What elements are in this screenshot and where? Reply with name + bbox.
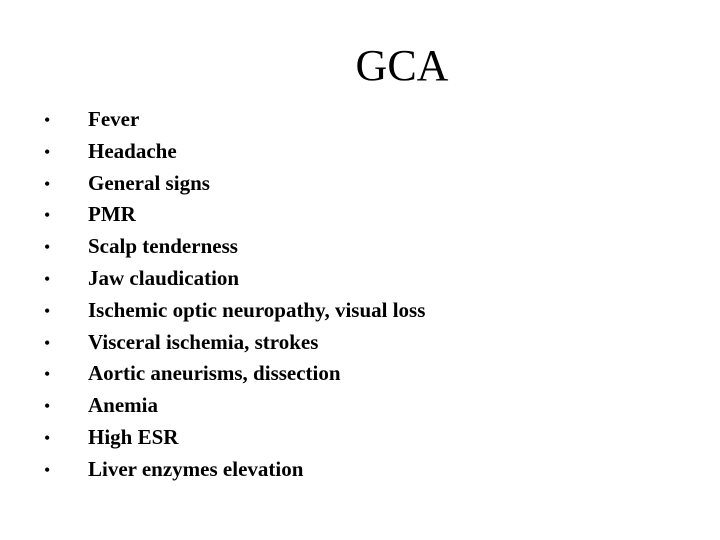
list-item — [44, 231, 425, 263]
list-item-text: Aortic aneurisms, dissection — [88, 361, 341, 386]
list-item-text: Liver enzymes elevation — [88, 456, 304, 481]
bullet-icon: • — [44, 300, 51, 321]
list-item-text: General signs — [88, 170, 210, 195]
list-item — [44, 358, 425, 390]
list-item-text: High ESR — [88, 424, 179, 449]
bullet-icon: • — [44, 459, 51, 480]
list-item-text: Anemia — [88, 393, 158, 418]
list-item — [44, 104, 425, 136]
bullet-icon: • — [44, 332, 51, 353]
list-item — [44, 263, 425, 295]
bullet-icon: • — [44, 205, 51, 226]
list-item — [44, 295, 425, 327]
list-item-text: Visceral ischemia, strokes — [88, 329, 319, 354]
list-item-text: Fever — [88, 107, 140, 131]
slide-title-text: GCA — [355, 41, 449, 90]
bullet-icon: • — [44, 427, 51, 448]
list-item — [44, 136, 425, 168]
bullet-icon: • — [44, 141, 51, 162]
bullet-list — [44, 104, 425, 486]
list-item-text: PMR — [88, 202, 136, 227]
list-item — [44, 168, 425, 200]
list-item-text: Headache — [88, 138, 177, 163]
slide-title — [0, 38, 720, 94]
bullet-icon: • — [44, 173, 51, 194]
bullet-icon: • — [44, 110, 51, 130]
list-item — [44, 199, 425, 231]
bullet-icon: • — [44, 268, 51, 289]
list-item — [44, 327, 425, 359]
list-item — [44, 390, 425, 422]
list-item — [44, 422, 425, 454]
list-item-text: Ischemic optic neuropathy, visual loss — [88, 297, 426, 322]
list-item — [44, 454, 425, 486]
bullet-icon: • — [44, 396, 51, 417]
list-item-text: Jaw claudication — [88, 265, 240, 290]
list-item-text: Scalp tenderness — [88, 234, 238, 259]
bullet-icon: • — [44, 364, 51, 385]
bullet-icon: • — [44, 237, 51, 258]
